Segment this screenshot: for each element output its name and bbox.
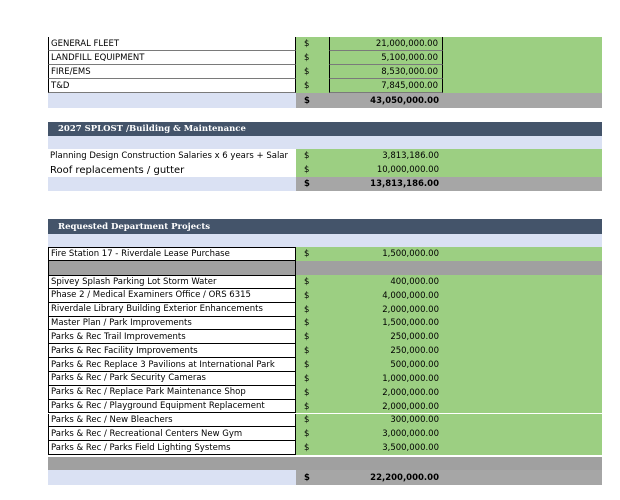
row-label: Parks & Rec / Park Security Cameras xyxy=(48,372,296,386)
total-amount: 43,050,000.00 xyxy=(329,93,443,108)
dollar-sign: $ xyxy=(296,330,329,344)
dollar-sign: $ xyxy=(296,386,329,400)
table-row xyxy=(48,275,602,289)
row-label: Riverdale Library Building Exterior Enhancements xyxy=(48,303,296,317)
amount-cell: 2,000,000.00 xyxy=(329,400,443,414)
row-label: Parks & Rec / Replace Park Maintenance Shop xyxy=(48,386,296,400)
table-row xyxy=(48,400,602,414)
amount-cell: 1,000,000.00 xyxy=(329,372,443,386)
section-header-building: 2027 SPLOST /Building & Maintenance xyxy=(48,122,602,136)
row-label: Parks & Rec / Recreational Centers New Gym xyxy=(48,427,296,441)
dollar-sign: $ xyxy=(296,79,329,93)
row-label: Parks & Rec Facility Improvements xyxy=(48,344,296,358)
table-row xyxy=(48,372,602,386)
amount-cell: 7,845,000.00 xyxy=(329,79,443,93)
table-row xyxy=(48,247,602,261)
amount-cell: 2,000,000.00 xyxy=(329,386,443,400)
amount-cell: 400,000.00 xyxy=(329,275,443,289)
amount-cell: 8,530,000.00 xyxy=(329,65,443,79)
total-row xyxy=(48,177,602,191)
amount-cell: 250,000.00 xyxy=(329,344,443,358)
total-row xyxy=(48,470,602,485)
total-row xyxy=(48,93,602,108)
dollar-sign: $ xyxy=(296,275,329,289)
dollar-sign: $ xyxy=(296,414,329,428)
row-label: FIRE/EMS xyxy=(48,65,296,79)
row-label: Parks & Rec / Playground Equipment Replacement xyxy=(48,400,296,414)
amount-cell: 5,100,000.00 xyxy=(329,51,443,65)
table-row xyxy=(48,65,602,79)
amount-cell: 4,000,000.00 xyxy=(329,289,443,303)
dollar-sign: $ xyxy=(296,149,329,163)
amount-cell: 3,813,186.00 xyxy=(329,149,443,163)
row-label: Parks & Rec / New Bleachers xyxy=(48,414,296,428)
row-label: Fire Station 17 - Riverdale Lease Purchase xyxy=(48,247,296,261)
total-dollar-sign: $ xyxy=(296,93,329,108)
row-label: Parks & Rec / Parks Field Lighting Systems xyxy=(48,441,296,455)
spacer-row xyxy=(48,136,602,149)
row-label: Master Plan / Park Improvements xyxy=(48,317,296,331)
total-amount: 13,813,186.00 xyxy=(329,177,443,191)
table-row xyxy=(48,163,602,177)
amount-cell: 21,000,000.00 xyxy=(329,37,443,51)
dollar-sign: $ xyxy=(296,163,329,177)
amount-cell: 500,000.00 xyxy=(329,358,443,372)
dollar-sign: $ xyxy=(296,344,329,358)
table-row xyxy=(48,51,602,65)
amount-cell: 250,000.00 xyxy=(329,330,443,344)
table-row xyxy=(48,37,602,51)
row-label: LANDFILL EQUIPMENT xyxy=(48,51,296,65)
amount-cell: 1,500,000.00 xyxy=(329,317,443,331)
table-row xyxy=(48,289,602,303)
dollar-sign: $ xyxy=(296,289,329,303)
row-label: Parks & Rec Trail Improvements xyxy=(48,330,296,344)
table-row xyxy=(48,414,602,428)
dollar-sign: $ xyxy=(296,358,329,372)
dollar-sign: $ xyxy=(296,427,329,441)
row-label: GENERAL FLEET xyxy=(48,37,296,51)
table-row xyxy=(48,344,602,358)
total-amount: 22,200,000.00 xyxy=(329,470,443,485)
amount-cell: 2,000,000.00 xyxy=(329,303,443,317)
table-row xyxy=(48,303,602,317)
amount-cell: 3,000,000.00 xyxy=(329,427,443,441)
table-row xyxy=(48,317,602,331)
dollar-sign: $ xyxy=(296,372,329,386)
table-row xyxy=(48,149,602,163)
row-label: Spivey Splash Parking Lot Storm Water xyxy=(48,275,296,289)
table-row xyxy=(48,427,602,441)
table-row xyxy=(48,386,602,400)
row-label: Planning Design Construction Salaries x 6 years + Salar xyxy=(48,149,296,163)
table-row xyxy=(48,79,602,93)
row-label: Parks & Rec Replace 3 Pavilions at International Park xyxy=(48,358,296,372)
table-row xyxy=(48,330,602,344)
section-header-department: Requested Department Projects xyxy=(48,219,602,234)
row-label: Roof replacements / gutter xyxy=(48,163,296,177)
dollar-sign: $ xyxy=(296,37,329,51)
row-label: Phase 2 / Medical Examiners Office / ORS 6315 xyxy=(48,289,296,303)
dollar-sign: $ xyxy=(296,317,329,331)
dollar-sign: $ xyxy=(296,247,329,261)
total-dollar-sign: $ xyxy=(296,177,329,191)
amount-cell: 1,500,000.00 xyxy=(329,247,443,261)
total-dollar-sign: $ xyxy=(296,470,329,485)
row-label: T&D xyxy=(48,79,296,93)
table-row xyxy=(48,441,602,455)
amount-cell: 3,500,000.00 xyxy=(329,441,443,455)
dollar-sign: $ xyxy=(296,303,329,317)
table-row xyxy=(48,358,602,372)
dollar-sign: $ xyxy=(296,65,329,79)
dollar-sign: $ xyxy=(296,441,329,455)
spacer-row xyxy=(48,457,602,470)
spacer-row xyxy=(48,234,602,247)
dollar-sign: $ xyxy=(296,400,329,414)
amount-cell: 10,000,000.00 xyxy=(329,163,443,177)
amount-cell: 300,000.00 xyxy=(329,414,443,428)
spacer-row xyxy=(48,261,602,275)
dollar-sign: $ xyxy=(296,51,329,65)
